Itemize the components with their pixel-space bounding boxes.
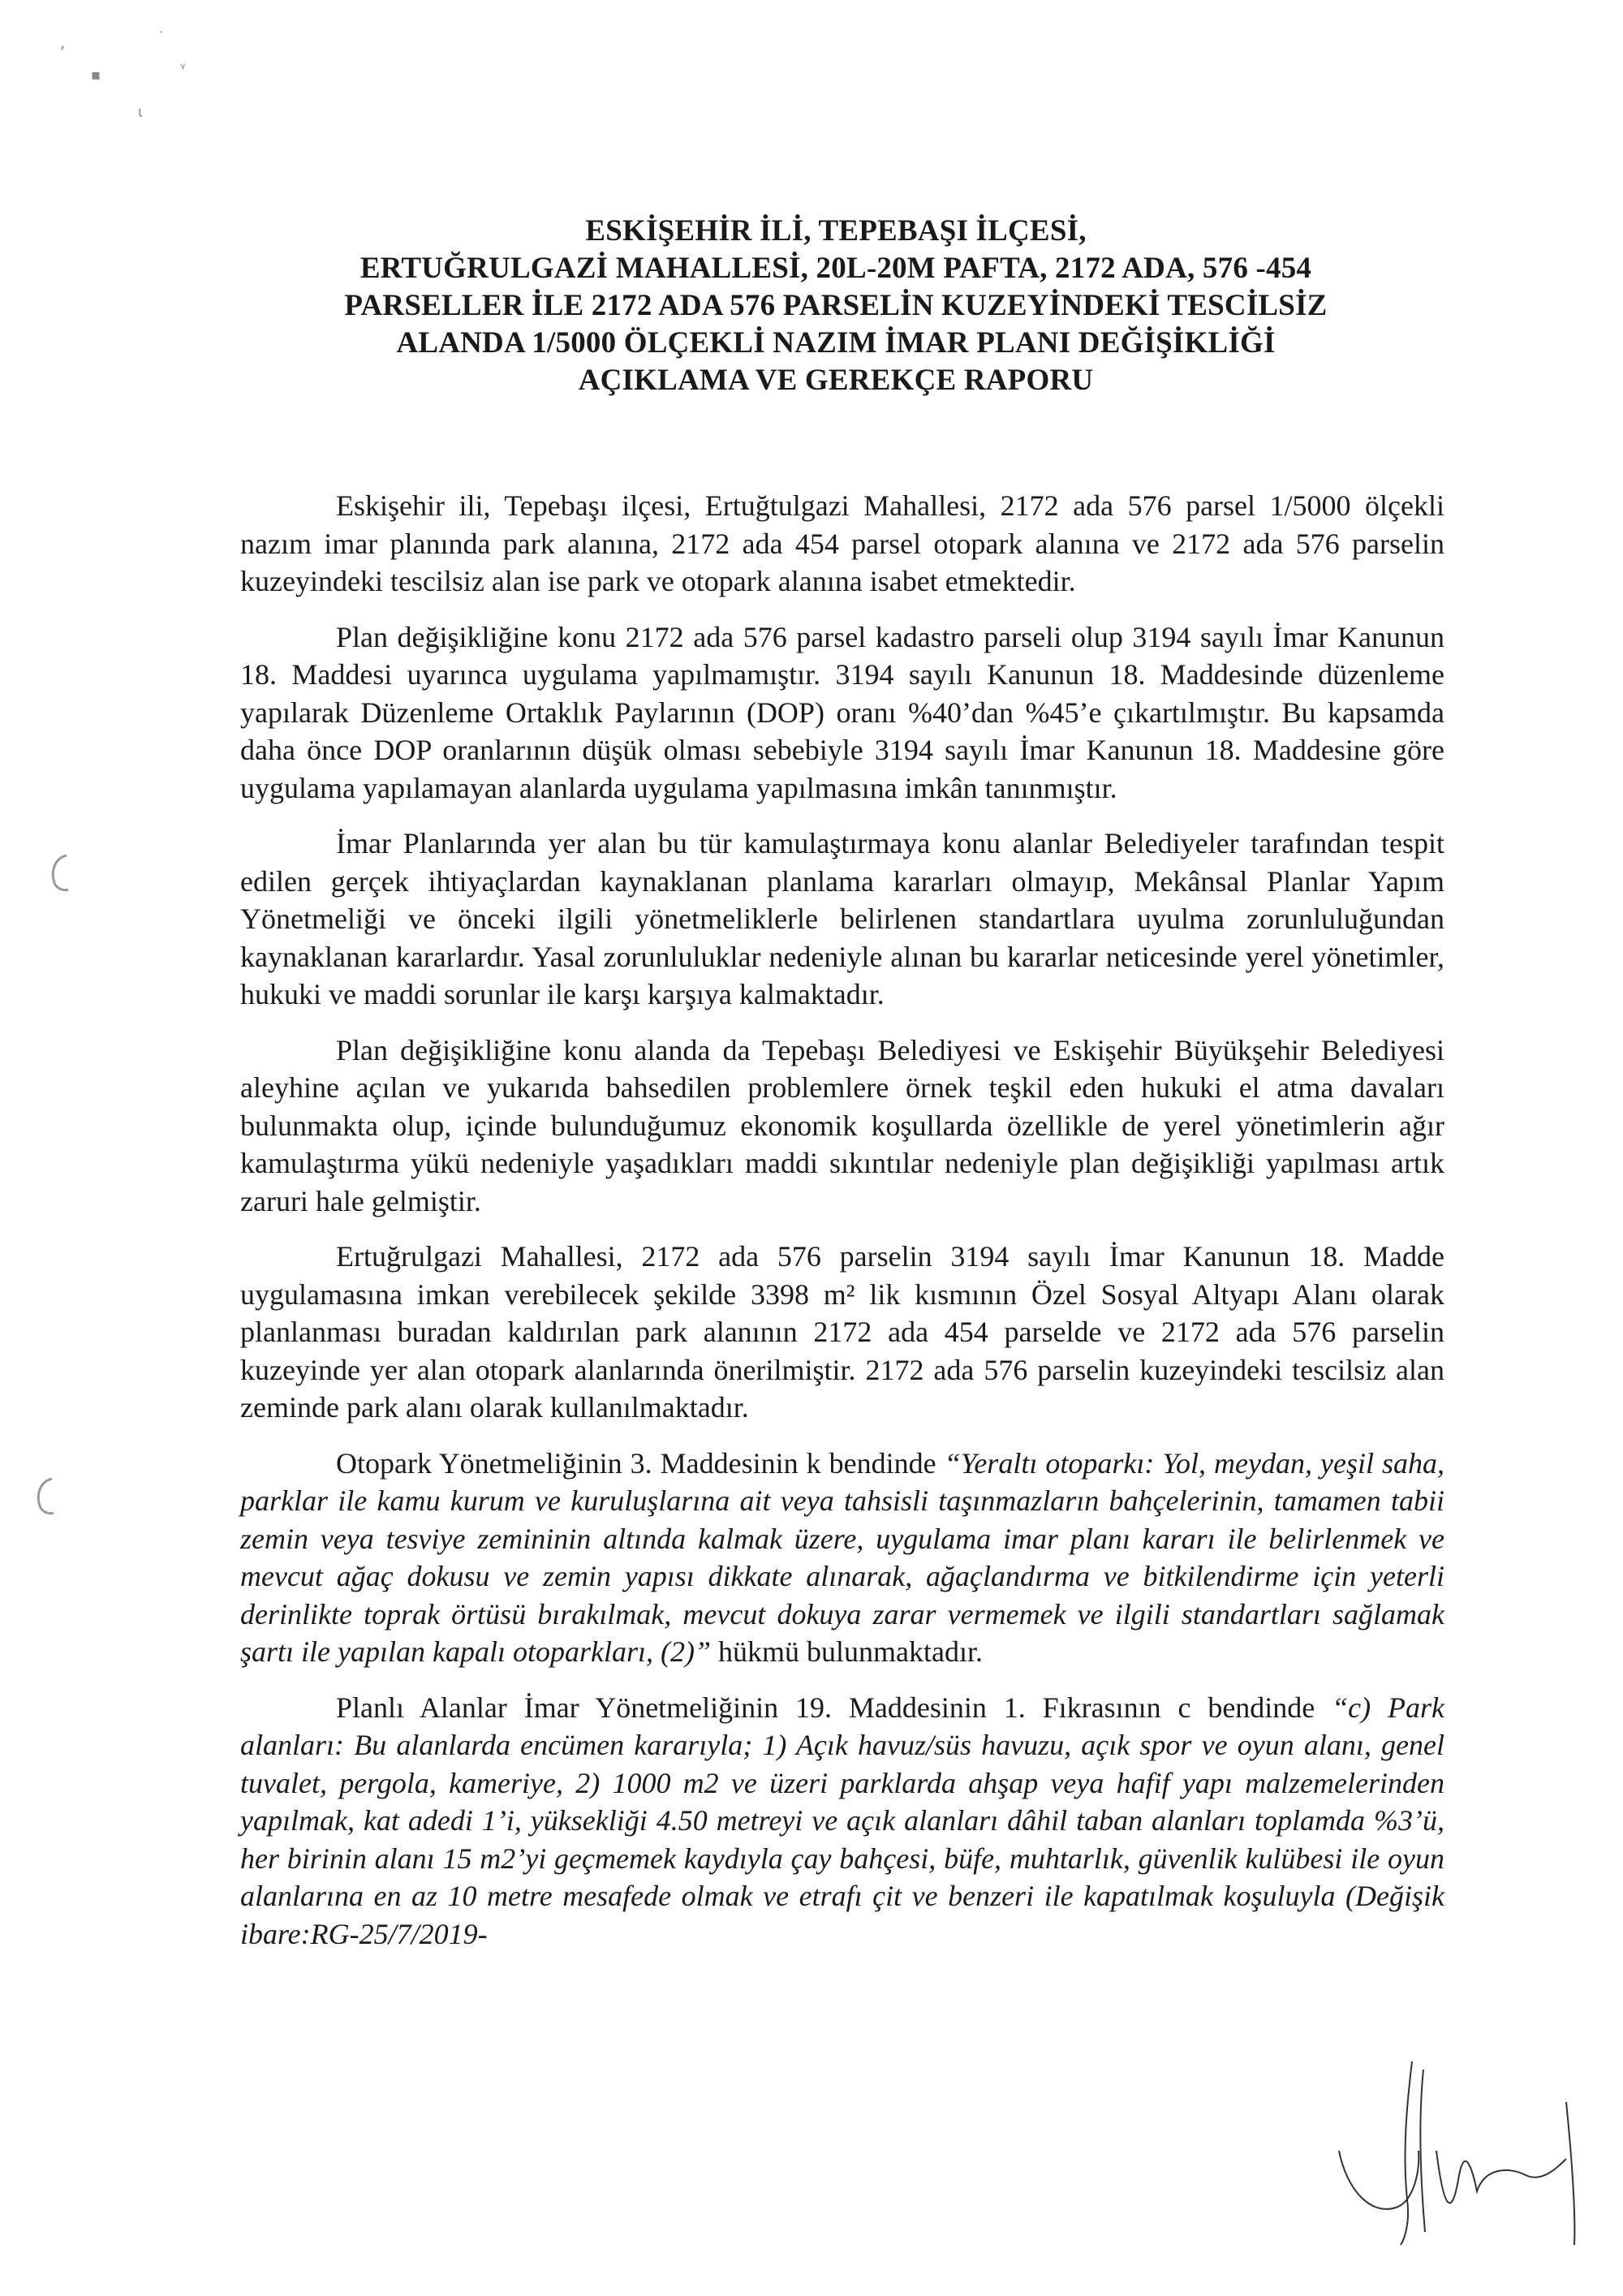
- document-body: [240, 487, 1444, 1953]
- title-line: AÇIKLAMA VE GEREKÇE RAPORU: [578, 364, 1094, 397]
- scan-speck: ι: [138, 104, 144, 121]
- body-paragraph: Ertuğrulgazi Mahallesi, 2172 ada 576 parselin 3194 sayılı İmar Kanunun 18. Madde uygulamasına imkan verebilecek şekilde 3398 m² lik kısmının Özel Sosyal Altyapı Alanı olarak planlanması buradan kaldırılan park alanının 2172 ada 454 parselde ve 2172 ada 576 parselin kuzeyinde yer alan otopark alanlarında önerilmiştir. 2172 ada 576 parselin kuzeyindeki tescilsiz alan zeminde park alanı olarak kullanılmaktadır.: [240, 1240, 1444, 1424]
- punch-hole-mark: [32, 1475, 57, 1516]
- scan-speck: ▪: [91, 67, 101, 84]
- body-paragraph: Plan değişikliğine konu alanda da Tepebaşı Belediyesi ve Eskişehir Büyükşehir Belediyesi aleyhine açılan ve yukarıda bahsedilen problemlere örnek teşkil eden hukuki el atma davaları bulunmakta olup, içinde bulunduğumuz ekonomik koşullarda özellikle de yerel yönetimlerin ağır kamulaştırma yükü nedeniyle yaşadıkları maddi sıkıntılar nedeniyle plan değişikliği yapılması artık zaruri hale gelmiştir.: [240, 1033, 1444, 1217]
- title-line: PARSELLER İLE 2172 ADA 576 PARSELİN KUZEYİNDEKİ TESCİLSİZ: [344, 289, 1328, 322]
- regulation-quote: “Yeraltı otoparkı: Yol, meydan, yeşil saha, parklar ile kamu kurum ve kuruluşlarına ait veya tahsisli taşınmazların bahçelerinin, tamamen tabii zemin veya tesviye zemininin altında kalmak üzere, uygulama imar planı kararı ile belirlenmek ve mevcut ağaç dokusu ve zemin yapısı dikkate alınarak, ağaçlandırma ve bitkilendirme için yeterli derinlikte toprak örtüsü bırakılmak, mevcut dokuya zarar vermemek ve ilgili standartları sağlamak şartı ile yapılan kapalı otoparkları, (2)”: [240, 1446, 1444, 1668]
- quote-lead: Otopark Yönetmeliğinin 3. Maddesinin k bendinde: [336, 1446, 945, 1480]
- body-paragraph-otopark-quote: [240, 1445, 1444, 1671]
- quote-tail: hükmü bulunmaktadır.: [710, 1635, 983, 1668]
- body-paragraph: Plan değişikliğine konu 2172 ada 576 parsel kadastro parseli olup 3194 sayılı İmar Kanunun 18. Maddesi uyarınca uygulama yapılmamıştır. 3194 sayılı Kanunun 18. Maddesinde düzenleme yapılarak Düzenleme Ortaklık Paylarının (DOP) oranı %40’dan %45’e çıkartılmıştır. Bu kapsamda daha önce DOP oranlarının düşük olması sebebiyle 3194 sayılı İmar Kanunun 18. Maddesine göre uygulama yapılamayan alanlarda uygulama yapılmasına imkân tanınmıştır.: [240, 620, 1444, 804]
- body-paragraph-park-quote: [240, 1689, 1444, 1954]
- title-line: ALANDA 1/5000 ÖLÇEKLİ NAZIM İMAR PLANI DEĞİŞİKLİĞİ: [396, 326, 1276, 360]
- document-title: [243, 213, 1428, 399]
- handwritten-signature: [1323, 2053, 1582, 2248]
- body-paragraph: İmar Planlarında yer alan bu tür kamulaştırmaya konu alanlar Belediyeler tarafından tespit edilen gerçek ihtiyaçlardan kaynaklanan planlama kararları olmayıp, Mekânsal Planlar Yapım Yönetmeliği ve önceki ilgili yönetmeliklerle belirlenen standartlara uyulma zorunluluğundan kaynaklanan kararlardır. Yasal zorunluluklar nedeniyle alınan bu kararlar neticesinde yerel yönetimler, hukuki ve maddi sorunlar ile karşı karşıya kalmaktadır.: [240, 827, 1444, 1010]
- scan-speck: ,: [60, 32, 66, 52]
- body-paragraph: Eskişehir ili, Tepebaşı ilçesi, Ertuğtulgazi Mahallesi, 2172 ada 576 parsel 1/5000 ölçekli nazım imar planında park alanına, 2172 ada 454 parsel otopark alanına ve 2172 ada 576 parselin kuzeyindeki tescilsiz alan ise park ve otopark alanına isabet etmektedir.: [240, 489, 1444, 597]
- regulation-quote: “c) Park alanları: Bu alanlarda encümen kararıyla; 1) Açık havuz/süs havuzu, açık spor ve oyun alanı, genel tuvalet, pergola, kameriye, 2) 1000 m2 ve üzeri parklarda ahşap veya hafif yapı malzemelerinden yapılmak, kat adedi 1’i, yüksekliği 4.50 metreyi ve açık alanları dâhil taban alanları toplamda %3’ü, her birinin alanı 15 m2’yi geçmemek kaydıyla çay bahçesi, büfe, muhtarlık, güvenlik kulübesi ile oyun alanlarına en az 10 metre mesafede olmak ve etrafı çit ve benzeri ile kapatılmak koşuluyla (Değişik ibare:RG-25/7/2019-: [240, 1691, 1444, 1950]
- title-line: ERTUĞRULGAZİ MAHALLESİ, 20L-20M PAFTA, 2172 ADA, 576 -454: [359, 252, 1312, 285]
- title-line: ESKİŞEHİR İLİ, TEPEBAŞI İLÇESİ,: [585, 214, 1087, 248]
- scan-speck: ᵞ: [180, 60, 186, 77]
- scan-speck: ·: [159, 24, 164, 40]
- punch-hole-mark: [47, 852, 71, 893]
- quote-lead: Planlı Alanlar İmar Yönetmeliğinin 19. Maddesinin 1. Fıkrasının c bendinde: [336, 1691, 1332, 1724]
